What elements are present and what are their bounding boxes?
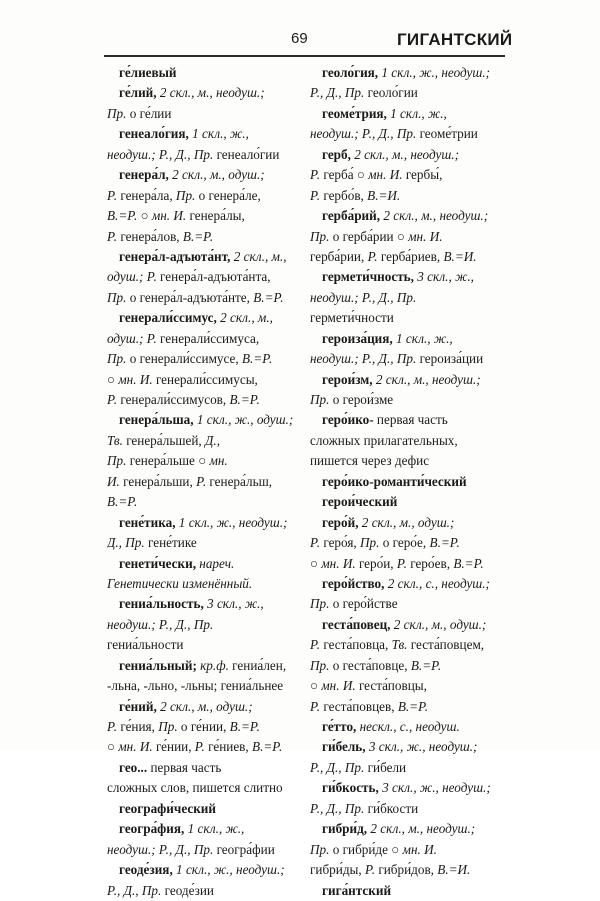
dictionary-line xyxy=(107,431,299,451)
word-form: о ге́нии, xyxy=(180,719,230,734)
dictionary-line xyxy=(107,819,299,839)
dictionary-line xyxy=(310,206,506,226)
grammar-note: Тв. xyxy=(391,637,411,653)
grammar-note: Р. xyxy=(367,248,381,264)
headword: гене́тика, xyxy=(119,514,179,530)
word-form: герба́ xyxy=(323,167,357,183)
word-form: генерали́ссимуса, xyxy=(160,330,260,346)
dictionary-line xyxy=(107,104,299,124)
grammar-note: В.=Р. xyxy=(229,719,260,734)
headword: герои́зм, xyxy=(322,371,376,387)
headword: геста́повец, xyxy=(322,616,394,632)
headword: ги́бкость, xyxy=(322,780,383,796)
grammar-note: В.=Р. xyxy=(252,739,283,755)
dictionary-line xyxy=(310,533,506,553)
word-form: генерали́ссимусы, xyxy=(155,371,258,387)
dictionary-line xyxy=(107,554,299,574)
word-form: геоме́трии xyxy=(419,126,478,142)
word-form: -льна, -льно, -льны; гениа́льнее xyxy=(107,678,284,694)
grammar-note: Р. xyxy=(310,187,324,203)
dictionary-line xyxy=(310,390,506,410)
grammar-note: 2 скл., м., xyxy=(220,310,273,326)
dictionary-line xyxy=(310,594,506,614)
grammar-note: Р. xyxy=(194,739,209,755)
dictionary-line xyxy=(310,737,506,757)
headword: гео... xyxy=(119,759,151,775)
grammar-note: нескл., с., неодуш. xyxy=(359,719,460,734)
word-form: гибри́ды, xyxy=(310,862,365,878)
grammar-note: В.=И. xyxy=(443,248,477,264)
dictionary-line xyxy=(107,329,299,349)
grammar-note: ○ мн. И. xyxy=(310,555,359,571)
grammar-note: Р. xyxy=(396,555,411,571)
word-form: генеало́гии xyxy=(216,146,280,162)
dictionary-line xyxy=(310,410,506,430)
dictionary-line xyxy=(107,758,299,778)
grammar-note: Р., Д., Пр. xyxy=(310,800,368,816)
grammar-note: В.=И. xyxy=(437,862,471,878)
dictionary-line xyxy=(310,656,506,676)
headword: генера́льша, xyxy=(119,412,197,428)
word-form: генера́льше xyxy=(129,453,199,469)
headword: геоме́трия, xyxy=(322,105,391,121)
dictionary-line xyxy=(107,165,299,185)
dictionary-line xyxy=(310,860,506,880)
grammar-note: 2 скл., с., неодуш.; xyxy=(387,575,490,591)
dictionary-line xyxy=(107,799,299,819)
word-form: геро́ев, xyxy=(410,555,454,571)
dictionary-line xyxy=(107,472,299,492)
word-form: гермети́чности xyxy=(310,310,394,326)
grammar-note: 2 скл., м., неодуш.; xyxy=(370,821,476,837)
dictionary-line xyxy=(310,145,506,165)
headword: геро́ико- xyxy=(322,412,377,428)
grammar-note: Р. xyxy=(196,473,210,489)
dictionary-line xyxy=(107,349,299,369)
word-form: о генера́ле, xyxy=(198,187,261,203)
word-form: первая часть xyxy=(376,412,448,428)
headword: геро́й, xyxy=(322,514,362,530)
grammar-note: В.=Р. xyxy=(182,228,214,244)
dictionary-line xyxy=(107,63,299,83)
grammar-note: Генетически изменённый. xyxy=(107,575,253,591)
word-form: о герба́рии xyxy=(332,228,397,244)
dictionary-line xyxy=(107,390,299,410)
headword: ге́ний, xyxy=(119,698,161,714)
dictionary-line xyxy=(310,635,506,655)
grammar-note: Пр. xyxy=(107,105,130,121)
grammar-note: В.=Р. xyxy=(241,351,273,367)
dictionary-line xyxy=(107,717,299,737)
dictionary-line xyxy=(310,370,506,390)
grammar-note: Д., xyxy=(205,432,220,448)
word-form: гербы́, xyxy=(405,167,443,183)
grammar-note: Р. xyxy=(310,535,324,551)
headword: генера́л, xyxy=(119,167,173,183)
word-form: о геро́е, xyxy=(382,535,430,551)
headword: гермети́чность, xyxy=(322,269,418,285)
grammar-note: 1 скл., ж., неодуш.; xyxy=(178,514,288,530)
word-form: герба́риев, xyxy=(380,248,444,264)
dictionary-line xyxy=(107,145,299,165)
grammar-note: 2 скл., м., одуш.; xyxy=(393,616,487,632)
grammar-note: В.=Р. xyxy=(410,657,442,673)
word-form: гербо́в, xyxy=(323,187,368,203)
grammar-note: неодуш.; Р., Д., Пр. xyxy=(107,616,214,632)
word-form: ге́нии, xyxy=(155,739,195,755)
headword: геро́йство, xyxy=(322,575,388,591)
grammar-note: 2 скл., м., одуш.; xyxy=(361,514,455,530)
grammar-note: ○ мн. И. xyxy=(356,167,406,183)
word-form: гибри́дов, xyxy=(378,862,438,878)
right-column xyxy=(310,63,506,901)
word-form: геста́повцем, xyxy=(410,637,485,653)
headword: геро́ико-романти́ческий xyxy=(322,473,467,489)
dictionary-line xyxy=(310,492,506,512)
grammar-note: 2 скл., м., неодуш.; xyxy=(354,146,459,162)
dictionary-line xyxy=(107,206,299,226)
dictionary-line xyxy=(310,308,506,328)
headword: герба́рий, xyxy=(322,208,384,224)
word-form: о генерали́ссимусе, xyxy=(129,351,242,367)
grammar-note: Пр. xyxy=(310,392,333,407)
grammar-note: Р. xyxy=(310,637,324,653)
grammar-note: Р. xyxy=(107,392,121,407)
dictionary-line xyxy=(107,124,299,144)
grammar-note: ○ мн. xyxy=(198,453,228,469)
word-form: о геро́йстве xyxy=(332,596,398,612)
word-form: герба́рии, xyxy=(310,248,368,264)
grammar-note: Р., Д., Пр. xyxy=(107,882,165,898)
grammar-note: Пр. xyxy=(107,453,130,469)
word-form: героиза́ции xyxy=(419,351,484,367)
grammar-note: Пр. xyxy=(310,657,333,673)
dictionary-line xyxy=(310,104,506,124)
dictionary-line xyxy=(107,635,299,655)
word-form: сложных слов, пишется слитно xyxy=(107,780,283,796)
word-form: ги́бкости xyxy=(367,800,419,816)
grammar-note: Пр. xyxy=(310,596,333,612)
grammar-note: одуш.; Р. xyxy=(107,269,161,285)
grammar-note: 3 скл., ж., xyxy=(417,269,474,285)
grammar-note: 2 скл., м., неодуш.; xyxy=(375,371,481,387)
headword: герои́ческий xyxy=(322,494,398,510)
grammar-note: 3 скл., ж., неодуш.; xyxy=(382,780,491,796)
word-form: геро́я, xyxy=(323,535,361,551)
word-form: генера́л-адъюта́нта, xyxy=(160,269,271,285)
grammar-note: Р. xyxy=(310,698,324,714)
dictionary-line xyxy=(107,574,299,594)
dictionary-line xyxy=(107,288,299,308)
grammar-note: В.=Р. xyxy=(107,494,138,510)
dictionary-line xyxy=(310,267,506,287)
grammar-note: Пр. xyxy=(107,289,130,305)
dictionary-line xyxy=(107,594,299,614)
dictionary-line xyxy=(310,554,506,574)
word-form: генера́льши, xyxy=(123,473,197,489)
headword: генеало́гия, xyxy=(119,126,193,142)
grammar-note: 1 скл., ж., xyxy=(390,105,447,121)
headword: ге́лиевый xyxy=(119,65,177,80)
dictionary-line xyxy=(107,410,299,430)
dictionary-line xyxy=(107,881,299,901)
grammar-note: 3 скл., ж., неодуш.; xyxy=(368,739,478,755)
dictionary-line xyxy=(310,431,506,451)
grammar-note: ○ мн. И. xyxy=(107,739,156,755)
grammar-note: неодуш.; Р., Д., Пр. xyxy=(107,146,217,162)
grammar-note: 1 скл., ж., одуш.; xyxy=(196,412,294,428)
grammar-note: 2 скл., м., одуш.; xyxy=(160,698,253,714)
grammar-note: Пр. xyxy=(360,535,383,551)
guide-word: ГИГАНТСКИЙ xyxy=(397,30,513,49)
headword: гига́нтский xyxy=(322,882,392,898)
dictionary-line xyxy=(310,349,506,369)
dictionary-line xyxy=(107,492,299,512)
dictionary-line xyxy=(310,840,506,860)
grammar-note: неодуш.; Р., Д., Пр. xyxy=(310,126,420,142)
headword: ги́бель, xyxy=(322,739,369,755)
word-form: о ге́лии xyxy=(129,105,172,121)
word-form: ги́бели xyxy=(367,759,407,775)
dictionary-line xyxy=(310,63,506,83)
grammar-note: ○ мн. И. xyxy=(107,371,156,387)
grammar-note: 2 скл., м., неодуш.; xyxy=(383,208,489,224)
header-rule xyxy=(104,55,505,57)
grammar-note: одуш.; Р. xyxy=(107,330,161,346)
word-form: генера́лов, xyxy=(120,228,183,244)
grammar-note: В.=Р. xyxy=(253,289,284,305)
dictionary-line xyxy=(310,124,506,144)
grammar-note: неодуш.; Р., Д., Пр. xyxy=(310,289,417,305)
word-form: генера́ла, xyxy=(120,187,176,203)
word-form: ге́ния, xyxy=(120,719,159,734)
grammar-note: 2 скл., м., одуш.; xyxy=(172,167,265,183)
grammar-note: Р. xyxy=(107,719,121,734)
headword: геоде́зия, xyxy=(119,862,177,878)
dictionary-line xyxy=(107,778,299,798)
grammar-note: В.=И. xyxy=(367,187,401,203)
word-form: гениа́льности xyxy=(107,637,184,653)
grammar-note: ○ мн. И. xyxy=(396,228,443,244)
word-form: генера́льшей, xyxy=(126,432,206,448)
grammar-note: Р., Д., Пр. xyxy=(310,85,368,101)
dictionary-line xyxy=(310,288,506,308)
word-form: геста́повцев, xyxy=(323,698,398,714)
dictionary-line xyxy=(310,513,506,533)
dictionary-line xyxy=(107,186,299,206)
grammar-note: 2 скл., м., неодуш.; xyxy=(159,85,265,101)
dictionary-line xyxy=(310,574,506,594)
left-column xyxy=(107,63,299,901)
grammar-note: нареч. xyxy=(199,555,235,571)
headword: гибри́д, xyxy=(322,821,371,837)
word-form: геоде́зии xyxy=(164,882,214,898)
grammar-note: неодуш.; Р., Д., Пр. xyxy=(107,841,217,857)
page-number: 69 xyxy=(291,30,308,47)
word-form: геоло́гии xyxy=(367,85,418,101)
dictionary-line xyxy=(310,247,506,267)
dictionary-line xyxy=(107,267,299,287)
dictionary-line xyxy=(310,881,506,901)
dictionary-line xyxy=(107,370,299,390)
grammar-note: В.=Р. xyxy=(453,555,484,571)
word-form: геро́и, xyxy=(358,555,397,571)
headword: генети́чески, xyxy=(119,555,200,571)
dictionary-line xyxy=(310,615,506,635)
grammar-note: В.=Р. xyxy=(229,392,260,407)
word-form: о гибри́де xyxy=(332,841,392,857)
word-form: ге́ниев, xyxy=(208,739,253,755)
headword: ге́тто, xyxy=(322,719,360,734)
headword: географи́ческий xyxy=(119,800,217,816)
dictionary-line xyxy=(107,737,299,757)
word-form: генера́льш, xyxy=(209,473,273,489)
grammar-note: 1 скл., ж., xyxy=(396,330,453,346)
word-form: гене́тике xyxy=(148,535,197,551)
grammar-note: Пр. xyxy=(175,187,199,203)
word-form: геста́повца, xyxy=(323,637,392,653)
headword: героиза́ция, xyxy=(322,330,397,346)
dictionary-line xyxy=(310,758,506,778)
grammar-note: Р. xyxy=(107,228,121,244)
grammar-note: Р. xyxy=(107,187,121,203)
grammar-note: 1 скл., ж., xyxy=(192,126,249,142)
grammar-note: Р., Д., Пр. xyxy=(310,759,368,775)
word-form: о герои́зме xyxy=(332,392,394,407)
dictionary-line xyxy=(107,656,299,676)
dictionary-line xyxy=(107,451,299,471)
grammar-note: И. xyxy=(107,473,124,489)
headword: генерали́ссимус, xyxy=(119,310,221,326)
word-form: о генера́л-адъюта́нте, xyxy=(129,289,254,305)
grammar-note: В.=Р. ○ мн. И. xyxy=(107,208,190,224)
dictionary-line xyxy=(107,83,299,103)
dictionary-line xyxy=(107,247,299,267)
dictionary-line xyxy=(107,676,299,696)
grammar-note: 1 скл., ж., неодуш.; xyxy=(381,65,491,80)
grammar-note: Тв. xyxy=(107,432,127,448)
grammar-note: 1 скл., ж., неодуш.; xyxy=(176,862,285,878)
dictionary-line xyxy=(107,615,299,635)
dictionary-line xyxy=(107,227,299,247)
word-form: сложных прилагательных, xyxy=(310,432,458,448)
headword: геогра́фия, xyxy=(119,821,188,837)
grammar-note: В.=Р. xyxy=(397,698,429,714)
dictionary-line xyxy=(310,186,506,206)
grammar-note: В.=Р. xyxy=(429,535,460,551)
word-form: гениа́лен, xyxy=(232,657,287,673)
grammar-note: Р. xyxy=(310,167,324,183)
headword: гениа́льный; xyxy=(119,657,201,673)
grammar-note: Д., Пр. xyxy=(107,535,148,551)
dictionary-line xyxy=(310,819,506,839)
dictionary-line xyxy=(107,308,299,328)
dictionary-line xyxy=(310,676,506,696)
dictionary-line xyxy=(107,697,299,717)
headword: ге́лий, xyxy=(119,85,160,101)
word-form: геста́повцы, xyxy=(358,678,427,694)
dictionary-line xyxy=(107,513,299,533)
dictionary-line xyxy=(310,165,506,185)
headword: геоло́гия, xyxy=(322,65,382,80)
grammar-note: 2 скл., м., xyxy=(233,248,287,264)
dictionary-line xyxy=(310,717,506,737)
word-form: геогра́фии xyxy=(216,841,275,857)
word-form: пишется через дефис xyxy=(310,453,430,469)
grammar-note: Пр. xyxy=(107,351,130,367)
word-form: о геста́повце, xyxy=(332,657,411,673)
dictionary-line xyxy=(310,799,506,819)
word-form: генера́лы, xyxy=(189,208,245,224)
headword: генера́л-адъюта́нт, xyxy=(119,248,234,264)
headword: герб, xyxy=(322,146,355,162)
grammar-note: Пр. xyxy=(158,719,181,734)
grammar-note: Пр. xyxy=(310,841,333,857)
grammar-note: кр.ф. xyxy=(200,657,233,673)
dictionary-line xyxy=(310,227,506,247)
grammar-note: ○ мн. И. xyxy=(391,841,437,857)
headword: гениа́льность, xyxy=(119,596,208,612)
dictionary-line xyxy=(310,472,506,492)
dictionary-line xyxy=(310,451,506,471)
dictionary-line xyxy=(107,840,299,860)
dictionary-line xyxy=(310,83,506,103)
word-form: первая часть xyxy=(150,759,222,775)
dictionary-line xyxy=(310,778,506,798)
grammar-note: Пр. xyxy=(310,228,333,244)
grammar-note: неодуш.; Р., Д., Пр. xyxy=(310,351,420,367)
dictionary-line xyxy=(310,697,506,717)
grammar-note: Р. xyxy=(365,862,379,878)
word-form: генерали́ссимусов, xyxy=(120,392,230,407)
grammar-note: ○ мн. И. xyxy=(310,678,359,694)
dictionary-line xyxy=(107,533,299,553)
grammar-note: 1 скл., ж., xyxy=(187,821,245,837)
dictionary-line xyxy=(107,860,299,880)
grammar-note: 3 скл., ж., xyxy=(207,596,264,612)
dictionary-line xyxy=(310,329,506,349)
